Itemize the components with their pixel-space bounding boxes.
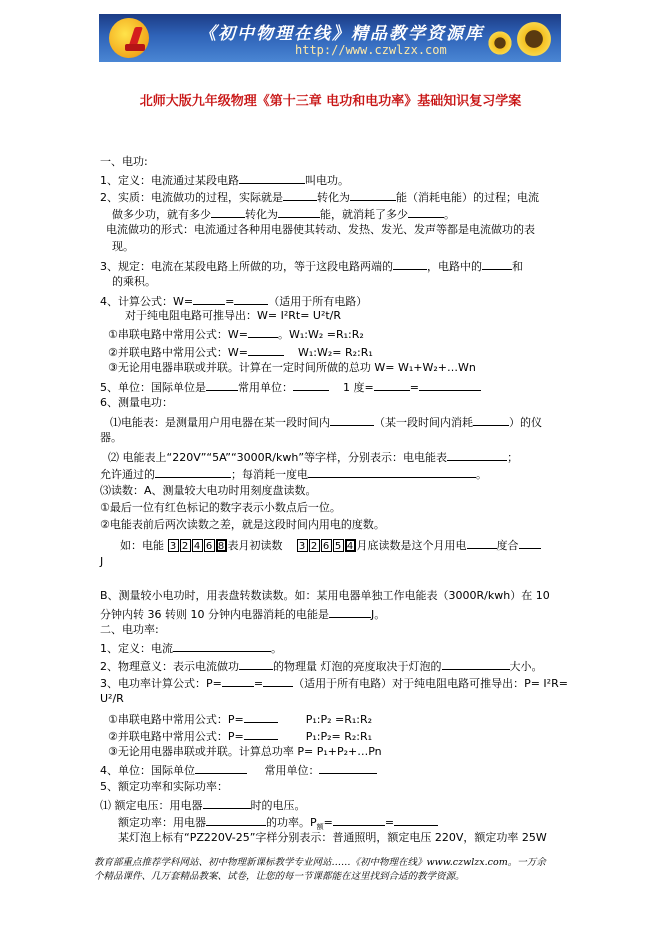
text-line: 做多少功，就有多少 转化为 能，就消耗了多少 。 bbox=[112, 208, 455, 221]
text-line: 2、物理意义：表示电流做功 的物理量 灯泡的亮度取决于灯泡的 大小。 bbox=[100, 660, 543, 673]
site-logo bbox=[109, 18, 149, 58]
meter-reading-end: 3 2 6 5 4 bbox=[297, 539, 357, 552]
text-line: 4、单位：国际单位 常用单位： bbox=[100, 762, 377, 777]
text-line: ②并联电路中常用公式：P= P₁:P₂= R₂:R₁ bbox=[108, 730, 373, 743]
text-line: 器。 bbox=[100, 431, 122, 444]
text-line: 1、定义：电流 。 bbox=[100, 642, 282, 655]
text-line: ⑵ 电能表上“220V”“5A”“3000R/kwh”等字样，分别表示：电电能表 ； bbox=[108, 451, 519, 464]
sunflower-icon bbox=[487, 30, 513, 56]
text-line: 5、单位：国际单位是 常用单位： 1 度= = bbox=[100, 379, 481, 394]
text-line: 1、定义：电流通过某段电路 叫电功。 bbox=[100, 174, 349, 187]
header-banner bbox=[99, 14, 561, 62]
text-line: ①最后一位有红色标记的数字表示小数点后一位。 bbox=[100, 501, 341, 514]
text-line: 6、测量电功： bbox=[100, 396, 173, 409]
document-title: 北师大版九年级物理《第十三章 电功和电功率》基础知识复习学案 bbox=[139, 94, 522, 109]
text-line: ⑴ 额定电压：用电器 时的电压。 bbox=[100, 799, 306, 812]
text-line: ②电能表前后两次读数之差，就是这段时间内用电的度数。 bbox=[100, 518, 385, 531]
text-line: B、测量较小电功时，用表盘转数读数。如：某用电器单独工作电能表（3000R/kwh）在 10 bbox=[100, 589, 550, 602]
meter-reading-start: 3 2 4 6 8 bbox=[168, 539, 228, 552]
text-line: 对于纯电阻电路可推导出：W= I²Rt= U²t/R bbox=[125, 309, 342, 322]
text-line: 额定功率：用电器 的功率。$P_额=$ = bbox=[118, 814, 438, 834]
text-line: ①串联电路中常用公式：W= 。W₁:W₂ =R₁:R₂ bbox=[108, 328, 364, 341]
text-line: 电流做功的形式：电流通过各种用电器使其转动、发热、发光、发声等都是电流做功的表 bbox=[106, 223, 535, 236]
section-heading: 二、电功率: bbox=[100, 623, 159, 636]
text-line: ②并联电路中常用公式：W= W₁:W₂= R₂:R₁ bbox=[108, 346, 373, 359]
text-line: J bbox=[100, 555, 104, 568]
footer-note: 教育部重点推荐学科网站、初中物理新课标教学专业网站……《初中物理在线》www.czwlzx.com。一万余 个精品课件、几万套精品教案、试卷，让您的每一节课都能在这里找到合适的教学资源。 bbox=[94, 857, 546, 882]
section-heading: 一、电功: bbox=[100, 155, 148, 168]
banner-url[interactable]: http://www.czwlzx.com bbox=[295, 43, 447, 57]
text-line: 分钟内转 36 转则 10 分钟内电器消耗的电能是 J。 bbox=[100, 608, 386, 621]
text-line: U²/R bbox=[100, 692, 124, 705]
text-line: ③无论用电器串联或并联。计算总功率 P= P₁+P₂+…Pn bbox=[108, 745, 382, 758]
text-line: 现。 bbox=[112, 240, 134, 253]
text-line: 4、计算公式：W= = （适用于所有电路） bbox=[100, 295, 368, 308]
text-line: 3、电功率计算公式：P= = （适用于所有电路）对于纯电阻电路可推导出：P= I²R= bbox=[100, 677, 568, 690]
text-line: ③无论用电器串联或并联。计算在一定时间所做的总功 W= W₁+W₂+…Wn bbox=[108, 361, 476, 374]
text-line: ①串联电路中常用公式：P= P₁:P₂ =R₁:R₂ bbox=[108, 713, 373, 726]
text-line: 2、实质：电流做功的过程，实际就是 转化为 能（消耗电能）的过程；电流 bbox=[100, 191, 539, 204]
text-line: ⑶读数：A、测量较大电功时用刻度盘读数。 bbox=[100, 484, 317, 497]
text-line: ⑴电能表：是测量用户用电器在某一段时间内 （某一段时间内消耗 ）的仪 bbox=[110, 416, 542, 429]
text-line: 的乘积。 bbox=[112, 275, 156, 288]
text-line: 5、额定功率和实际功率： bbox=[100, 780, 228, 793]
text-line: 3、规定：电流在某段电路上所做的功，等于这段电路两端的 ，电路中的 和 bbox=[100, 260, 523, 273]
meter-example: 如：电能 3 2 4 6 8 表月初读数 3 2 6 5 4 月底读数是这个月用电 度合 bbox=[120, 537, 541, 552]
banner-title: 《初中物理在线》精品教学资源库 bbox=[199, 24, 484, 44]
sunflower-icon bbox=[515, 20, 553, 58]
text-line: 允许通过的 ；每消耗一度电 。 bbox=[100, 468, 487, 481]
text-line: 某灯泡上标有“PZ220V-25”字样分别表示：普通照明，额定电压 220V，额定功率 25W bbox=[118, 831, 547, 844]
